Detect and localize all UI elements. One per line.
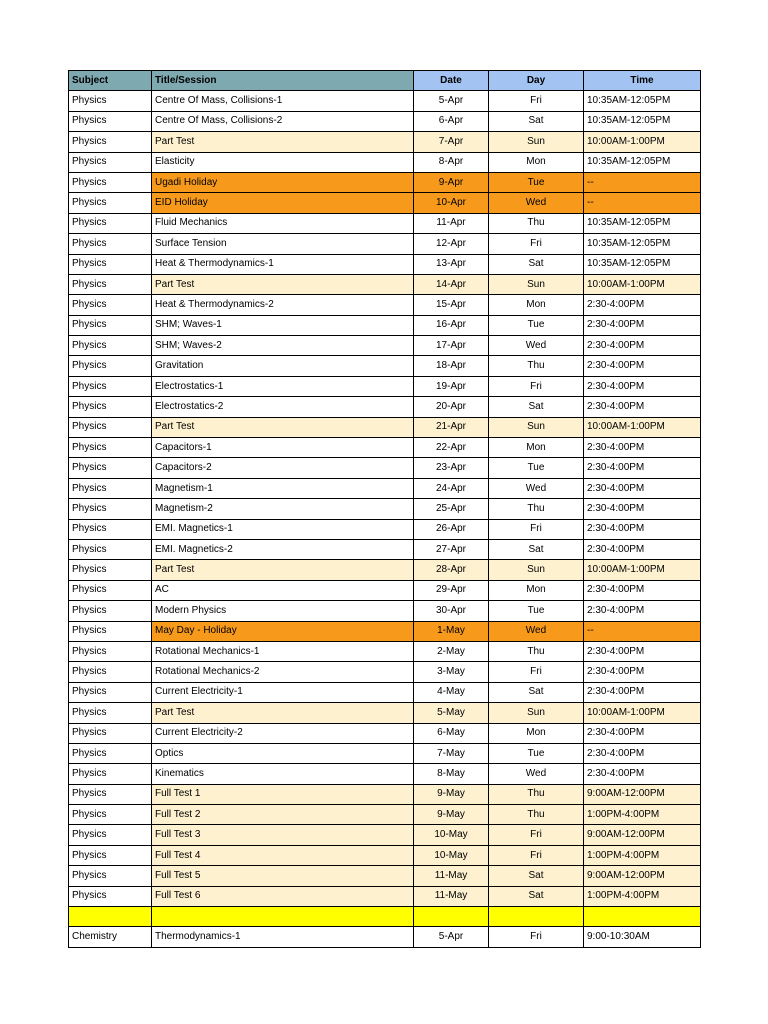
subject-cell[interactable]: Physics: [69, 315, 152, 335]
table-row: [69, 111, 701, 131]
date-cell[interactable]: 14-Apr: [414, 274, 489, 294]
table-row: [69, 213, 701, 233]
time-cell[interactable]: 10:35AM-12:05PM: [584, 213, 701, 233]
title-cell[interactable]: May Day - Holiday: [152, 621, 414, 641]
title-cell[interactable]: Thermodynamics-1: [152, 927, 414, 947]
subject-cell[interactable]: Physics: [69, 723, 152, 743]
day-cell[interactable]: Sat: [489, 111, 584, 131]
day-cell[interactable]: Thu: [489, 356, 584, 376]
date-cell[interactable]: 22-Apr: [414, 438, 489, 458]
day-cell[interactable]: Mon: [489, 438, 584, 458]
title-cell[interactable]: Ugadi Holiday: [152, 172, 414, 192]
title-cell[interactable]: Rotational Mechanics-1: [152, 641, 414, 661]
subject-cell[interactable]: Physics: [69, 254, 152, 274]
date-cell[interactable]: 13-Apr: [414, 254, 489, 274]
day-cell[interactable]: Thu: [489, 499, 584, 519]
subject-cell[interactable]: Physics: [69, 172, 152, 192]
day-cell[interactable]: Fri: [489, 825, 584, 845]
title-cell[interactable]: AC: [152, 580, 414, 600]
subject-cell[interactable]: Physics: [69, 478, 152, 498]
subject-cell[interactable]: Physics: [69, 274, 152, 294]
table-row: [69, 580, 701, 600]
day-cell[interactable]: Tue: [489, 601, 584, 621]
day-cell[interactable]: Fri: [489, 662, 584, 682]
subject-cell[interactable]: Physics: [69, 866, 152, 886]
time-cell[interactable]: 2:30-4:00PM: [584, 641, 701, 661]
time-cell[interactable]: 9:00AM-12:00PM: [584, 784, 701, 804]
subject-cell[interactable]: Physics: [69, 458, 152, 478]
time-cell[interactable]: 9:00-10:30AM: [584, 927, 701, 947]
time-cell[interactable]: 10:00AM-1:00PM: [584, 560, 701, 580]
date-cell[interactable]: 11-May: [414, 886, 489, 906]
title-cell[interactable]: Surface Tension: [152, 234, 414, 254]
table-row: [69, 193, 701, 213]
table-row: [69, 458, 701, 478]
subject-cell[interactable]: Physics: [69, 621, 152, 641]
title-cell[interactable]: Capacitors-2: [152, 458, 414, 478]
subject-cell[interactable]: Physics: [69, 764, 152, 784]
table-row: [69, 519, 701, 539]
title-cell[interactable]: Kinematics: [152, 764, 414, 784]
time-cell[interactable]: --: [584, 172, 701, 192]
title-cell[interactable]: Gravitation: [152, 356, 414, 376]
date-cell[interactable]: 10-May: [414, 825, 489, 845]
date-cell[interactable]: 15-Apr: [414, 295, 489, 315]
day-cell[interactable]: Fri: [489, 927, 584, 947]
time-cell[interactable]: 2:30-4:00PM: [584, 499, 701, 519]
time-cell[interactable]: 2:30-4:00PM: [584, 580, 701, 600]
subject-cell[interactable]: Physics: [69, 805, 152, 825]
day-cell[interactable]: Sun: [489, 274, 584, 294]
time-cell[interactable]: 10:35AM-12:05PM: [584, 91, 701, 111]
date-cell[interactable]: 11-May: [414, 866, 489, 886]
time-cell[interactable]: 2:30-4:00PM: [584, 519, 701, 539]
date-cell[interactable]: 1-May: [414, 621, 489, 641]
time-cell[interactable]: 10:35AM-12:05PM: [584, 254, 701, 274]
time-cell[interactable]: 2:30-4:00PM: [584, 743, 701, 763]
title-cell[interactable]: Capacitors-1: [152, 438, 414, 458]
day-cell[interactable]: Tue: [489, 743, 584, 763]
table-row: [69, 336, 701, 356]
subject-cell[interactable]: Physics: [69, 417, 152, 437]
day-cell[interactable]: Fri: [489, 91, 584, 111]
date-cell[interactable]: 9-May: [414, 784, 489, 804]
title-cell[interactable]: Full Test 4: [152, 845, 414, 865]
time-cell[interactable]: 2:30-4:00PM: [584, 662, 701, 682]
title-cell[interactable]: Part Test: [152, 417, 414, 437]
time-cell[interactable]: 10:00AM-1:00PM: [584, 703, 701, 723]
header-row: [69, 71, 701, 91]
title-cell[interactable]: Part Test: [152, 560, 414, 580]
date-cell[interactable]: 16-Apr: [414, 315, 489, 335]
title-cell[interactable]: Electrostatics-1: [152, 376, 414, 396]
table-row: [69, 356, 701, 376]
date-cell[interactable]: 29-Apr: [414, 580, 489, 600]
day-cell[interactable]: Fri: [489, 376, 584, 396]
schedule-body: [69, 91, 701, 947]
time-cell[interactable]: 2:30-4:00PM: [584, 764, 701, 784]
subject-cell[interactable]: Physics: [69, 336, 152, 356]
time-cell[interactable]: --: [584, 193, 701, 213]
day-cell[interactable]: Sat: [489, 539, 584, 559]
subject-cell[interactable]: Physics: [69, 397, 152, 417]
table-row: [69, 478, 701, 498]
date-cell[interactable]: 8-May: [414, 764, 489, 784]
day-cell[interactable]: Fri: [489, 519, 584, 539]
header-time[interactable]: Time: [584, 71, 701, 91]
date-cell[interactable]: 7-Apr: [414, 132, 489, 152]
date-cell[interactable]: 4-May: [414, 682, 489, 702]
date-cell[interactable]: 21-Apr: [414, 417, 489, 437]
title-cell[interactable]: Full Test 3: [152, 825, 414, 845]
subject-cell[interactable]: Physics: [69, 356, 152, 376]
table-row: [69, 662, 701, 682]
title-cell[interactable]: Full Test 1: [152, 784, 414, 804]
time-cell[interactable]: 1:00PM-4:00PM: [584, 805, 701, 825]
title-cell[interactable]: SHM; Waves-2: [152, 336, 414, 356]
title-cell[interactable]: Full Test 6: [152, 886, 414, 906]
day-cell[interactable]: Sat: [489, 397, 584, 417]
time-cell[interactable]: 10:00AM-1:00PM: [584, 274, 701, 294]
table-row: [69, 132, 701, 152]
time-cell[interactable]: 2:30-4:00PM: [584, 601, 701, 621]
title-cell[interactable]: Heat & Thermodynamics-2: [152, 295, 414, 315]
day-cell[interactable]: Wed: [489, 193, 584, 213]
day-cell[interactable]: Mon: [489, 152, 584, 172]
date-cell[interactable]: 24-Apr: [414, 478, 489, 498]
time-cell[interactable]: 2:30-4:00PM: [584, 315, 701, 335]
table-row: [69, 784, 701, 804]
day-cell[interactable]: Tue: [489, 458, 584, 478]
table-row: [69, 397, 701, 417]
title-cell[interactable]: EMI. Magnetics-2: [152, 539, 414, 559]
title-cell[interactable]: Modern Physics: [152, 601, 414, 621]
time-cell[interactable]: 9:00AM-12:00PM: [584, 825, 701, 845]
separator-row: [69, 907, 701, 927]
time-cell[interactable]: 2:30-4:00PM: [584, 336, 701, 356]
title-cell[interactable]: EMI. Magnetics-1: [152, 519, 414, 539]
subject-cell[interactable]: Chemistry: [69, 927, 152, 947]
title-cell[interactable]: SHM; Waves-1: [152, 315, 414, 335]
time-cell[interactable]: --: [584, 621, 701, 641]
date-cell[interactable]: 23-Apr: [414, 458, 489, 478]
subject-cell[interactable]: Physics: [69, 499, 152, 519]
title-cell[interactable]: Heat & Thermodynamics-1: [152, 254, 414, 274]
subject-cell[interactable]: Physics: [69, 580, 152, 600]
date-cell[interactable]: 9-May: [414, 805, 489, 825]
table-row: [69, 560, 701, 580]
date-cell[interactable]: 26-Apr: [414, 519, 489, 539]
date-cell[interactable]: 8-Apr: [414, 152, 489, 172]
table-row: [69, 703, 701, 723]
subject-cell[interactable]: Physics: [69, 560, 152, 580]
date-cell[interactable]: 20-Apr: [414, 397, 489, 417]
day-cell[interactable]: Mon: [489, 723, 584, 743]
time-cell[interactable]: 10:35AM-12:05PM: [584, 234, 701, 254]
table-row: [69, 152, 701, 172]
subject-cell[interactable]: Physics: [69, 193, 152, 213]
title-cell[interactable]: Optics: [152, 743, 414, 763]
time-cell[interactable]: 1:00PM-4:00PM: [584, 886, 701, 906]
subject-cell[interactable]: Physics: [69, 641, 152, 661]
day-cell[interactable]: Wed: [489, 621, 584, 641]
table-row: [69, 499, 701, 519]
subject-cell[interactable]: Physics: [69, 539, 152, 559]
subject-cell[interactable]: Physics: [69, 213, 152, 233]
day-cell[interactable]: Mon: [489, 580, 584, 600]
day-cell[interactable]: Sat: [489, 254, 584, 274]
date-cell[interactable]: 17-Apr: [414, 336, 489, 356]
time-cell[interactable]: 2:30-4:00PM: [584, 397, 701, 417]
table-row: [69, 927, 701, 947]
table-row: [69, 274, 701, 294]
date-cell[interactable]: 7-May: [414, 743, 489, 763]
date-cell[interactable]: 12-Apr: [414, 234, 489, 254]
title-cell[interactable]: Part Test: [152, 274, 414, 294]
table-row: [69, 234, 701, 254]
time-cell[interactable]: 2:30-4:00PM: [584, 458, 701, 478]
day-cell[interactable]: Wed: [489, 478, 584, 498]
title-cell[interactable]: Current Electricity-1: [152, 682, 414, 702]
header-subject[interactable]: Subject: [69, 71, 152, 91]
time-cell[interactable]: 2:30-4:00PM: [584, 295, 701, 315]
date-cell[interactable]: 6-Apr: [414, 111, 489, 131]
day-cell[interactable]: Thu: [489, 213, 584, 233]
title-cell[interactable]: Fluid Mechanics: [152, 213, 414, 233]
subject-cell[interactable]: Physics: [69, 152, 152, 172]
date-cell[interactable]: 27-Apr: [414, 539, 489, 559]
subject-cell[interactable]: Physics: [69, 682, 152, 702]
date-cell[interactable]: 18-Apr: [414, 356, 489, 376]
title-cell[interactable]: Full Test 5: [152, 866, 414, 886]
date-cell[interactable]: 5-Apr: [414, 91, 489, 111]
subject-cell[interactable]: Physics: [69, 703, 152, 723]
subject-cell[interactable]: Physics: [69, 886, 152, 906]
date-cell[interactable]: [414, 907, 489, 927]
date-cell[interactable]: 2-May: [414, 641, 489, 661]
day-cell[interactable]: Sun: [489, 417, 584, 437]
day-cell[interactable]: [489, 907, 584, 927]
time-cell[interactable]: 9:00AM-12:00PM: [584, 866, 701, 886]
time-cell[interactable]: 2:30-4:00PM: [584, 723, 701, 743]
table-row: [69, 866, 701, 886]
day-cell[interactable]: Sat: [489, 866, 584, 886]
subject-cell[interactable]: Physics: [69, 784, 152, 804]
day-cell[interactable]: Wed: [489, 336, 584, 356]
day-cell[interactable]: Wed: [489, 764, 584, 784]
time-cell[interactable]: 2:30-4:00PM: [584, 376, 701, 396]
table-row: [69, 641, 701, 661]
date-cell[interactable]: 5-May: [414, 703, 489, 723]
table-row: [69, 172, 701, 192]
day-cell[interactable]: Sun: [489, 132, 584, 152]
subject-cell[interactable]: Physics: [69, 845, 152, 865]
time-cell[interactable]: 2:30-4:00PM: [584, 356, 701, 376]
title-cell[interactable]: Electrostatics-2: [152, 397, 414, 417]
day-cell[interactable]: Thu: [489, 784, 584, 804]
time-cell[interactable]: 2:30-4:00PM: [584, 539, 701, 559]
table-row: [69, 417, 701, 437]
subject-cell[interactable]: Physics: [69, 234, 152, 254]
time-cell[interactable]: 2:30-4:00PM: [584, 682, 701, 702]
time-cell[interactable]: [584, 907, 701, 927]
table-row: [69, 845, 701, 865]
day-cell[interactable]: Mon: [489, 295, 584, 315]
table-row: [69, 254, 701, 274]
table-row: [69, 91, 701, 111]
table-row: [69, 825, 701, 845]
table-row: [69, 621, 701, 641]
day-cell[interactable]: Tue: [489, 172, 584, 192]
date-cell[interactable]: 9-Apr: [414, 172, 489, 192]
subject-cell[interactable]: Physics: [69, 662, 152, 682]
date-cell[interactable]: 28-Apr: [414, 560, 489, 580]
date-cell[interactable]: 30-Apr: [414, 601, 489, 621]
day-cell[interactable]: Thu: [489, 641, 584, 661]
time-cell[interactable]: 10:00AM-1:00PM: [584, 132, 701, 152]
day-cell[interactable]: Fri: [489, 234, 584, 254]
table-row: [69, 539, 701, 559]
date-cell[interactable]: 10-May: [414, 845, 489, 865]
title-cell[interactable]: Rotational Mechanics-2: [152, 662, 414, 682]
title-cell[interactable]: Full Test 2: [152, 805, 414, 825]
date-cell[interactable]: 5-Apr: [414, 927, 489, 947]
time-cell[interactable]: 1:00PM-4:00PM: [584, 845, 701, 865]
table-row: [69, 805, 701, 825]
header-day[interactable]: Day: [489, 71, 584, 91]
day-cell[interactable]: Sun: [489, 560, 584, 580]
subject-cell[interactable]: Physics: [69, 601, 152, 621]
subject-cell[interactable]: Physics: [69, 132, 152, 152]
table-row: [69, 682, 701, 702]
date-cell[interactable]: 6-May: [414, 723, 489, 743]
date-cell[interactable]: 11-Apr: [414, 213, 489, 233]
date-cell[interactable]: 10-Apr: [414, 193, 489, 213]
time-cell[interactable]: 2:30-4:00PM: [584, 438, 701, 458]
title-cell[interactable]: Centre Of Mass, Collisions-1: [152, 91, 414, 111]
title-cell[interactable]: Elasticity: [152, 152, 414, 172]
time-cell[interactable]: 2:30-4:00PM: [584, 478, 701, 498]
table-row: [69, 601, 701, 621]
day-cell[interactable]: Sat: [489, 886, 584, 906]
table-row: [69, 743, 701, 763]
subject-cell[interactable]: Physics: [69, 91, 152, 111]
table-row: [69, 376, 701, 396]
title-cell[interactable]: [152, 907, 414, 927]
date-cell[interactable]: 25-Apr: [414, 499, 489, 519]
subject-cell[interactable]: Physics: [69, 376, 152, 396]
time-cell[interactable]: 10:00AM-1:00PM: [584, 417, 701, 437]
table-row: [69, 723, 701, 743]
day-cell[interactable]: Tue: [489, 315, 584, 335]
date-cell[interactable]: 19-Apr: [414, 376, 489, 396]
time-cell[interactable]: 10:35AM-12:05PM: [584, 111, 701, 131]
table-row: [69, 764, 701, 784]
table-row: [69, 886, 701, 906]
day-cell[interactable]: Thu: [489, 805, 584, 825]
title-cell[interactable]: Current Electricity-2: [152, 723, 414, 743]
subject-cell[interactable]: [69, 907, 152, 927]
title-cell[interactable]: Magnetism-1: [152, 478, 414, 498]
day-cell[interactable]: Fri: [489, 845, 584, 865]
table-row: [69, 315, 701, 335]
title-cell[interactable]: Magnetism-2: [152, 499, 414, 519]
subject-cell[interactable]: Physics: [69, 743, 152, 763]
header-date[interactable]: Date: [414, 71, 489, 91]
subject-cell[interactable]: Physics: [69, 295, 152, 315]
day-cell[interactable]: Sat: [489, 682, 584, 702]
subject-cell[interactable]: Physics: [69, 825, 152, 845]
schedule-table: [68, 70, 701, 948]
subject-cell[interactable]: Physics: [69, 438, 152, 458]
time-cell[interactable]: 10:35AM-12:05PM: [584, 152, 701, 172]
subject-cell[interactable]: Physics: [69, 111, 152, 131]
title-cell[interactable]: EID Holiday: [152, 193, 414, 213]
table-row: [69, 438, 701, 458]
title-cell[interactable]: Part Test: [152, 132, 414, 152]
day-cell[interactable]: Sun: [489, 703, 584, 723]
title-cell[interactable]: Centre Of Mass, Collisions-2: [152, 111, 414, 131]
subject-cell[interactable]: Physics: [69, 519, 152, 539]
date-cell[interactable]: 3-May: [414, 662, 489, 682]
table-row: [69, 295, 701, 315]
title-cell[interactable]: Part Test: [152, 703, 414, 723]
header-title[interactable]: Title/Session: [152, 71, 414, 91]
